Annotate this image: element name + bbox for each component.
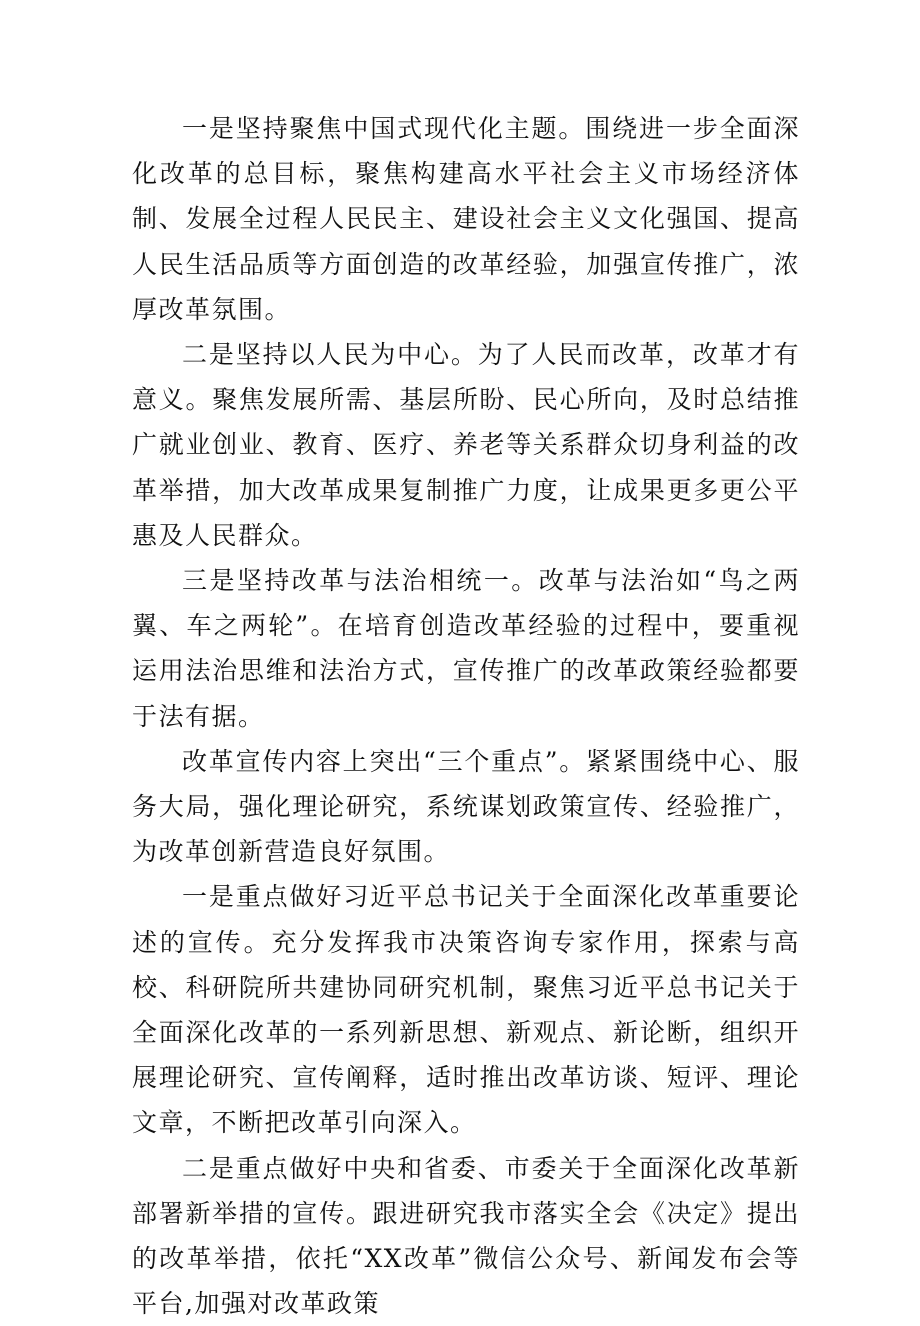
paragraph-2: 二是坚持以人民为中心。为了人民而改革，改革才有意义。聚焦发展所需、基层所盼、民心所向，及时总结推广就业创业、教育、医疗、养老等关系群众切身利益的改革举措，加大改革成果复制推广力度，让成果更多更公平惠及人民群众。 (132, 340, 800, 550)
paragraph-4: 改革宣传内容上突出“三个重点”。紧紧围绕中心、服务大局，强化理论研究，系统谋划政策宣传、经验推广，为改革创新营造良好氛围。 (132, 746, 800, 867)
paragraph-6: 二是重点做好中央和省委、市委关于全面深化改革新部署新举措的宣传。跟进研究我市落实全会《决定》提出的改革举措，依托“XX改革”微信公众号、新闻发布会等平台,加强对改革政策 (132, 1153, 800, 1319)
document-body (132, 106, 800, 1326)
paragraph-1: 一是坚持聚焦中国式现代化主题。围绕进一步全面深化改革的总目标，聚焦构建高水平社会主义市场经济体制、发展全过程人民民主、建设社会主义文化强国、提高人民生活品质等方面创造的改革经验，加强宣传推广，浓厚改革氛围。 (132, 114, 800, 324)
paragraph-5: 一是重点做好习近平总书记关于全面深化改革重要论述的宣传。充分发挥我市决策咨询专家作用，探索与高校、科研院所共建协同研究机制，聚焦习近平总书记关于全面深化改革的一系列新思想、新观点、新论断，组织开展理论研究、宣传阐释，适时推出改革访谈、短评、理论文章，不断把改革引向深入。 (132, 882, 800, 1138)
paragraph-3: 三是坚持改革与法治相统一。改革与法治如“鸟之两翼、车之两轮”。在培育创造改革经验的过程中，要重视运用法治思维和法治方式，宣传推广的改革政策经验都要于法有据。 (132, 566, 800, 731)
